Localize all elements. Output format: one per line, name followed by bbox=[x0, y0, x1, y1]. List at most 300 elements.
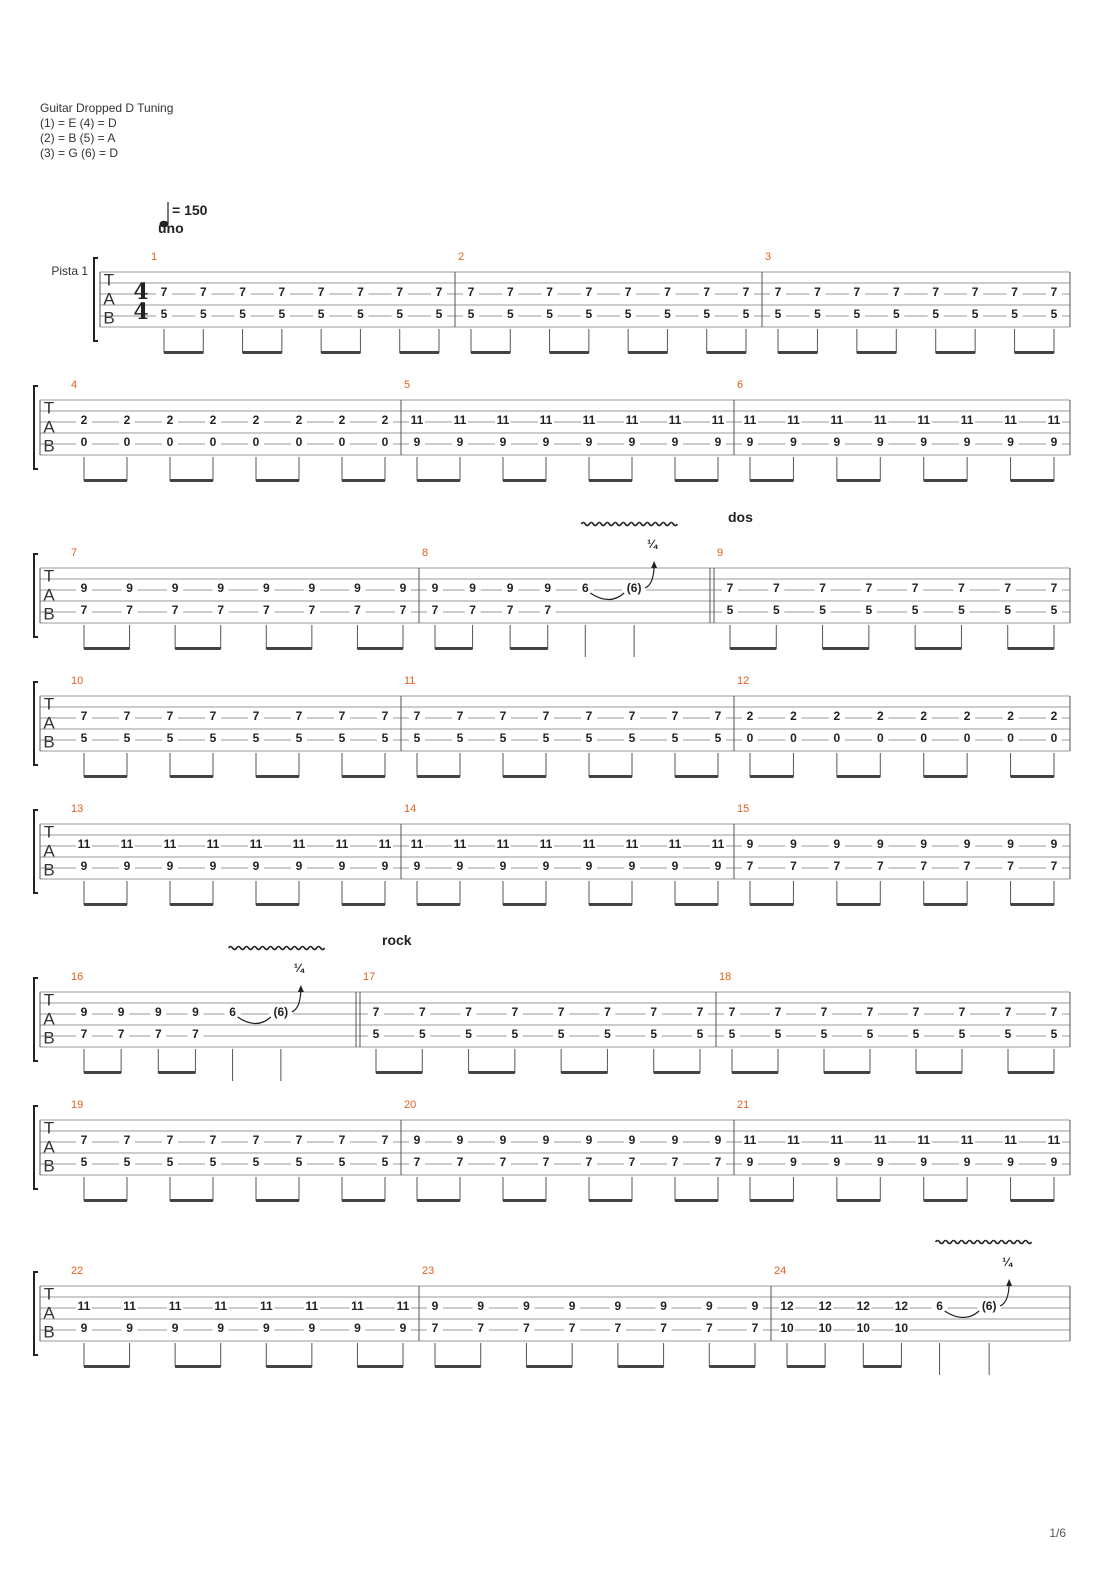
vibrato-mark bbox=[229, 947, 325, 950]
measure-number: 1 bbox=[151, 251, 158, 263]
fret-number: 7 bbox=[542, 1155, 550, 1169]
fret-number: 5 bbox=[1011, 307, 1018, 321]
beam bbox=[469, 1071, 515, 1074]
beam bbox=[628, 351, 667, 354]
beam bbox=[170, 479, 213, 482]
measure-number: 15 bbox=[737, 803, 750, 815]
fret-number: 11 bbox=[249, 837, 263, 851]
fret-number: 5 bbox=[624, 307, 632, 321]
fret-number: 5 bbox=[1050, 603, 1058, 617]
fret-number: 0 bbox=[123, 435, 131, 449]
fret-number: 5 bbox=[1004, 1027, 1012, 1041]
tab-letter: B bbox=[103, 308, 115, 328]
fret-number: 7 bbox=[705, 1321, 713, 1335]
fret-number: 7 bbox=[381, 709, 389, 723]
tab-letter: T bbox=[43, 1118, 55, 1138]
fret-number: 2 bbox=[123, 413, 131, 427]
fret-number: 7 bbox=[853, 285, 861, 299]
fret-number: 5 bbox=[671, 731, 679, 745]
tuning-title: Guitar Dropped D Tuning bbox=[40, 101, 174, 115]
beam bbox=[342, 1199, 385, 1202]
fret-number: 0 bbox=[166, 435, 174, 449]
fret-number: 9 bbox=[1050, 1155, 1058, 1169]
fret-number: 0 bbox=[833, 731, 841, 745]
fret-number: 7 bbox=[278, 285, 286, 299]
fret-number: 11 bbox=[582, 413, 596, 427]
measure-number: 11 bbox=[404, 675, 416, 687]
fret-number: 5 bbox=[1004, 603, 1012, 617]
fret-number: 10 bbox=[818, 1321, 832, 1335]
fret-number: 7 bbox=[774, 1005, 782, 1019]
measure-number: 22 bbox=[71, 1265, 84, 1277]
fret-number: 5 bbox=[239, 307, 246, 321]
beam bbox=[675, 1199, 718, 1202]
tab-letter: B bbox=[43, 860, 55, 880]
beam bbox=[503, 903, 546, 906]
tie bbox=[590, 593, 624, 600]
fret-number: 11 bbox=[1004, 1133, 1017, 1147]
beam bbox=[1011, 479, 1054, 482]
fret-number: 9 bbox=[166, 859, 174, 873]
beam bbox=[561, 1071, 607, 1074]
fret-number: 7 bbox=[1050, 581, 1058, 595]
fret-number: 9 bbox=[671, 1133, 679, 1147]
fret-number: 7 bbox=[413, 1155, 421, 1169]
beam bbox=[376, 1071, 422, 1074]
fret-number: 7 bbox=[209, 709, 217, 723]
fret-number: 9 bbox=[790, 837, 797, 851]
fret-number: 9 bbox=[154, 1005, 162, 1019]
fret-number: 7 bbox=[728, 1005, 736, 1019]
fret-number: 9 bbox=[126, 1321, 133, 1335]
tab-letter: T bbox=[43, 822, 55, 842]
tab-letter: A bbox=[103, 289, 115, 309]
beam bbox=[787, 1365, 825, 1368]
fret-number: 11 bbox=[410, 837, 424, 851]
beam bbox=[170, 903, 213, 906]
beam bbox=[837, 903, 880, 906]
beam bbox=[503, 1199, 546, 1202]
fret-number: 5 bbox=[853, 307, 861, 321]
fret-number: 7 bbox=[469, 603, 476, 617]
fret-number: 11 bbox=[830, 413, 844, 427]
tab-letter: T bbox=[43, 566, 55, 586]
fret-number: 11 bbox=[214, 1299, 228, 1313]
fret-number: 9 bbox=[217, 581, 225, 595]
fret-number: 9 bbox=[963, 435, 971, 449]
beam bbox=[823, 647, 869, 650]
fret-number: 7 bbox=[499, 709, 507, 723]
fret-number: 9 bbox=[542, 859, 550, 873]
measure-number: 18 bbox=[719, 971, 732, 983]
fret-number: 5 bbox=[506, 307, 514, 321]
fret-number: 5 bbox=[820, 1027, 828, 1041]
beam bbox=[471, 351, 510, 354]
beam bbox=[675, 903, 718, 906]
measure-number: 7 bbox=[71, 547, 78, 559]
fret-number: 7 bbox=[262, 603, 270, 617]
fret-number: 11 bbox=[123, 1299, 136, 1313]
fret-number: 9 bbox=[746, 837, 754, 851]
fret-number: 7 bbox=[557, 1005, 565, 1019]
fret-number: 7 bbox=[80, 1027, 88, 1041]
fret-number: 11 bbox=[787, 413, 800, 427]
fret-number: 7 bbox=[1007, 859, 1014, 873]
fret-number: 7 bbox=[714, 1155, 722, 1169]
fret-number: 5 bbox=[819, 603, 826, 617]
fret-number: 9 bbox=[117, 1005, 125, 1019]
beam bbox=[589, 479, 632, 482]
fret-number: 9 bbox=[413, 435, 421, 449]
beam bbox=[778, 351, 817, 354]
fret-number: 9 bbox=[920, 435, 928, 449]
fret-number: 9 bbox=[209, 859, 217, 873]
fret-number: 7 bbox=[1004, 581, 1012, 595]
beam bbox=[417, 775, 460, 778]
fret-number: 5 bbox=[252, 1155, 260, 1169]
tab-letter: B bbox=[43, 732, 55, 752]
fret-number: 7 bbox=[171, 603, 179, 617]
fret-number: 2 bbox=[833, 709, 841, 723]
fret-number: 9 bbox=[1007, 837, 1014, 851]
fret-number: 9 bbox=[585, 435, 593, 449]
fret-number: 12 bbox=[818, 1299, 832, 1313]
fret-number: 9 bbox=[628, 1133, 636, 1147]
beam bbox=[503, 479, 546, 482]
beam bbox=[589, 775, 632, 778]
fret-number: 7 bbox=[80, 603, 88, 617]
fret-number: 7 bbox=[819, 581, 826, 595]
fret-number: 9 bbox=[628, 435, 636, 449]
beam bbox=[256, 903, 299, 906]
fret-number: 10 bbox=[856, 1321, 870, 1335]
fret-number: 11 bbox=[539, 837, 553, 851]
bend-amount: ¼ bbox=[293, 961, 304, 975]
fret-number: 5 bbox=[160, 307, 168, 321]
system-bracket bbox=[34, 1272, 38, 1355]
beam bbox=[1011, 1199, 1054, 1202]
bend-amount: ¼ bbox=[647, 537, 658, 551]
fret-number: 9 bbox=[354, 581, 361, 595]
fret-number: 7 bbox=[372, 1005, 380, 1019]
fret-number: 9 bbox=[456, 435, 464, 449]
fret-number: 11 bbox=[378, 837, 392, 851]
fret-number: 5 bbox=[585, 307, 593, 321]
fret-number: 7 bbox=[726, 581, 734, 595]
tab-letter: B bbox=[43, 1322, 55, 1342]
fret-number: 5 bbox=[413, 731, 421, 745]
tab-letter: T bbox=[103, 270, 115, 290]
fret-number: 7 bbox=[865, 581, 873, 595]
fret-number: 7 bbox=[295, 709, 303, 723]
fret-number: 7 bbox=[1050, 859, 1058, 873]
beam bbox=[675, 479, 718, 482]
beam bbox=[837, 479, 880, 482]
tab-letter: T bbox=[43, 398, 55, 418]
tab-letter: B bbox=[43, 604, 55, 624]
fret-number: 5 bbox=[542, 731, 550, 745]
fret-number: 11 bbox=[496, 837, 510, 851]
fret-number: 2 bbox=[790, 709, 797, 723]
fret-number: 7 bbox=[396, 285, 404, 299]
fret-number: 2 bbox=[166, 413, 174, 427]
fret-number: 9 bbox=[705, 1299, 713, 1313]
measure-number: 9 bbox=[717, 547, 724, 559]
fret-number: 11 bbox=[1047, 413, 1061, 427]
fret-number: 11 bbox=[1047, 1133, 1061, 1147]
fret-number: 11 bbox=[582, 837, 596, 851]
fret-number: 7 bbox=[123, 709, 131, 723]
fret-number: 7 bbox=[511, 1005, 519, 1019]
beam bbox=[824, 1071, 870, 1074]
fret-number: 9 bbox=[354, 1321, 361, 1335]
fret-number: 5 bbox=[357, 307, 364, 321]
bend-arrowhead bbox=[298, 985, 304, 992]
fret-number: 7 bbox=[958, 581, 965, 595]
fret-number: 9 bbox=[542, 1133, 550, 1147]
fret-number: 5 bbox=[932, 307, 940, 321]
fret-number: 7 bbox=[418, 1005, 426, 1019]
fret-number: 11 bbox=[163, 837, 177, 851]
fret-number: 7 bbox=[866, 1005, 874, 1019]
fret-number: 0 bbox=[381, 435, 389, 449]
fret-number: 7 bbox=[477, 1321, 485, 1335]
fret-number: 5 bbox=[338, 731, 346, 745]
fret-number: 2 bbox=[1007, 709, 1014, 723]
beam bbox=[321, 351, 360, 354]
beam bbox=[750, 479, 793, 482]
fret-number: 9 bbox=[262, 581, 270, 595]
fret-number: 0 bbox=[252, 435, 260, 449]
fret-number: 9 bbox=[381, 859, 389, 873]
tab-letter: A bbox=[43, 1137, 55, 1157]
bend-arrowhead bbox=[651, 561, 657, 568]
fret-number: 7 bbox=[295, 1133, 303, 1147]
fret-number: 9 bbox=[80, 1321, 88, 1335]
tuning-line: (3) = G (6) = D bbox=[40, 146, 119, 160]
beam bbox=[256, 1199, 299, 1202]
fret-number: 7 bbox=[703, 285, 711, 299]
fret-number: 9 bbox=[456, 1133, 464, 1147]
beam bbox=[400, 351, 439, 354]
tuning-line: (1) = E (4) = D bbox=[40, 116, 117, 130]
fret-number: 9 bbox=[252, 859, 260, 873]
fret-number: 5 bbox=[123, 1155, 131, 1169]
measure-number: 23 bbox=[422, 1265, 435, 1277]
tab-letter: A bbox=[43, 1303, 55, 1323]
vibrato-mark bbox=[581, 523, 677, 526]
fret-number: 7 bbox=[166, 1133, 174, 1147]
fret-number: 11 bbox=[830, 1133, 844, 1147]
fret-number: 7 bbox=[820, 1005, 828, 1019]
fret-number: 5 bbox=[209, 1155, 217, 1169]
beam bbox=[243, 351, 282, 354]
fret-number: 9 bbox=[544, 581, 552, 595]
fret-number: 11 bbox=[351, 1299, 364, 1313]
fret-number: 9 bbox=[963, 837, 971, 851]
beam bbox=[342, 903, 385, 906]
measure-number: 24 bbox=[774, 1265, 787, 1277]
fret-number: 2 bbox=[209, 413, 217, 427]
fret-number: 7 bbox=[542, 709, 550, 723]
fret-number: 5 bbox=[604, 1027, 611, 1041]
fret-number: 9 bbox=[262, 1321, 270, 1335]
system-bracket bbox=[34, 978, 38, 1061]
fret-number: 7 bbox=[833, 859, 841, 873]
fret-number: 9 bbox=[413, 859, 421, 873]
fret-number: 7 bbox=[544, 603, 552, 617]
fret-number: 5 bbox=[396, 307, 404, 321]
fret-number: 7 bbox=[585, 1155, 593, 1169]
fret-number: 7 bbox=[381, 1133, 389, 1147]
fret-number: 5 bbox=[338, 1155, 346, 1169]
fret-number: 7 bbox=[338, 709, 346, 723]
fret-number: 5 bbox=[317, 307, 325, 321]
fret-number: 7 bbox=[80, 1133, 88, 1147]
fret-number: 9 bbox=[790, 435, 797, 449]
fret-number: 7 bbox=[814, 285, 821, 299]
fret-number: 5 bbox=[511, 1027, 519, 1041]
fret-number: 7 bbox=[123, 1133, 131, 1147]
page-number: 1/6 bbox=[1049, 1526, 1066, 1540]
beam bbox=[256, 775, 299, 778]
measure-number: 19 bbox=[71, 1099, 84, 1111]
beam bbox=[924, 903, 967, 906]
tab-letter: B bbox=[43, 1156, 55, 1176]
fret-number: 9 bbox=[568, 1299, 576, 1313]
fret-number: 9 bbox=[171, 1321, 179, 1335]
system-bracket bbox=[34, 810, 38, 893]
beam bbox=[924, 479, 967, 482]
fret-number: 9 bbox=[399, 581, 407, 595]
measure-number: 17 bbox=[363, 971, 376, 983]
system-bracket bbox=[34, 1106, 38, 1189]
fret-number: 5 bbox=[252, 731, 260, 745]
fret-number: 9 bbox=[714, 1133, 722, 1147]
fret-number: 9 bbox=[876, 435, 884, 449]
fret-number: 12 bbox=[780, 1299, 794, 1313]
fret-number: 11 bbox=[496, 413, 510, 427]
fret-number: 10 bbox=[780, 1321, 794, 1335]
fret-number: 7 bbox=[209, 1133, 217, 1147]
fret-number: 5 bbox=[911, 603, 919, 617]
fret-number: 5 bbox=[650, 1027, 658, 1041]
tie bbox=[238, 1017, 271, 1024]
fret-number: 2 bbox=[295, 413, 303, 427]
beam bbox=[1011, 903, 1054, 906]
fret-number: 7 bbox=[585, 285, 593, 299]
section-label-uno: uno bbox=[158, 220, 184, 236]
fret-number: 9 bbox=[295, 859, 303, 873]
system-bracket bbox=[34, 682, 38, 765]
fret-number: 5 bbox=[546, 307, 553, 321]
fret-number: 11 bbox=[625, 837, 639, 851]
beam bbox=[589, 1199, 632, 1202]
tab-letter: A bbox=[43, 585, 55, 605]
beam bbox=[1015, 351, 1054, 354]
fret-number: 5 bbox=[774, 1027, 782, 1041]
fret-number: 5 bbox=[696, 1027, 704, 1041]
beam bbox=[84, 647, 130, 650]
system-bracket bbox=[34, 554, 38, 637]
beam bbox=[837, 775, 880, 778]
fret-number: 11 bbox=[711, 413, 725, 427]
fret-number: 7 bbox=[506, 603, 514, 617]
fret-number: 7 bbox=[932, 285, 940, 299]
beam bbox=[936, 351, 975, 354]
fret-number: 7 bbox=[431, 1321, 439, 1335]
fret-number: 9 bbox=[614, 1299, 622, 1313]
tab-letter: B bbox=[43, 1028, 55, 1048]
fret-number: 9 bbox=[399, 1321, 407, 1335]
fret-number: 7 bbox=[126, 603, 133, 617]
time-signature-numerator: 4 bbox=[133, 279, 149, 305]
fret-number: 0 bbox=[80, 435, 88, 449]
fret-number: 11 bbox=[917, 413, 931, 427]
fret-number: 7 bbox=[465, 1005, 472, 1019]
fret-number: 7 bbox=[431, 603, 439, 617]
fret-number: 9 bbox=[671, 435, 679, 449]
fret-number: 9 bbox=[790, 1155, 797, 1169]
fret-number: 7 bbox=[876, 859, 884, 873]
beam bbox=[417, 1199, 460, 1202]
fret-number: 7 bbox=[435, 285, 443, 299]
fret-number: 5 bbox=[80, 1155, 88, 1169]
fret-number: 9 bbox=[431, 1299, 439, 1313]
fret-number: 9 bbox=[660, 1299, 667, 1313]
fret-number: 9 bbox=[431, 581, 439, 595]
beam bbox=[266, 647, 312, 650]
tempo-value: = 150 bbox=[172, 202, 208, 218]
fret-number: 11 bbox=[77, 837, 91, 851]
fret-number: 9 bbox=[920, 837, 928, 851]
tab-letter: B bbox=[43, 436, 55, 456]
fret-number: 7 bbox=[357, 285, 364, 299]
beam bbox=[924, 775, 967, 778]
measure-number: 12 bbox=[737, 675, 750, 687]
fret-number: 9 bbox=[1050, 837, 1058, 851]
beam bbox=[342, 775, 385, 778]
fret-number: 5 bbox=[866, 1027, 874, 1041]
fret-number: 5 bbox=[971, 307, 979, 321]
fret-number: 5 bbox=[295, 731, 303, 745]
fret-number: 2 bbox=[746, 709, 754, 723]
fret-number: 7 bbox=[920, 859, 928, 873]
system-bracket bbox=[94, 258, 98, 341]
fret-number: 11 bbox=[335, 837, 349, 851]
fret-number: 10 bbox=[894, 1321, 909, 1335]
fret-number: 9 bbox=[80, 859, 88, 873]
fret-number: 7 bbox=[506, 285, 514, 299]
fret-number: 7 bbox=[714, 709, 722, 723]
fret-number: 9 bbox=[876, 1155, 884, 1169]
beam bbox=[175, 647, 221, 650]
fret-number: 5 bbox=[295, 1155, 303, 1169]
fret-number: 7 bbox=[1050, 285, 1058, 299]
fret-number: 7 bbox=[1050, 1005, 1058, 1019]
beam bbox=[84, 1071, 121, 1074]
fret-number: 11 bbox=[873, 1133, 887, 1147]
system-bracket bbox=[34, 386, 38, 469]
fret-number: 2 bbox=[252, 413, 260, 427]
fret-number: 5 bbox=[912, 1027, 920, 1041]
beam bbox=[550, 351, 589, 354]
tab-letter: A bbox=[43, 713, 55, 733]
measure-number: 6 bbox=[737, 379, 744, 391]
fret-number: 9 bbox=[80, 581, 88, 595]
fret-number: 5 bbox=[714, 731, 722, 745]
tab-letter: T bbox=[43, 990, 55, 1010]
